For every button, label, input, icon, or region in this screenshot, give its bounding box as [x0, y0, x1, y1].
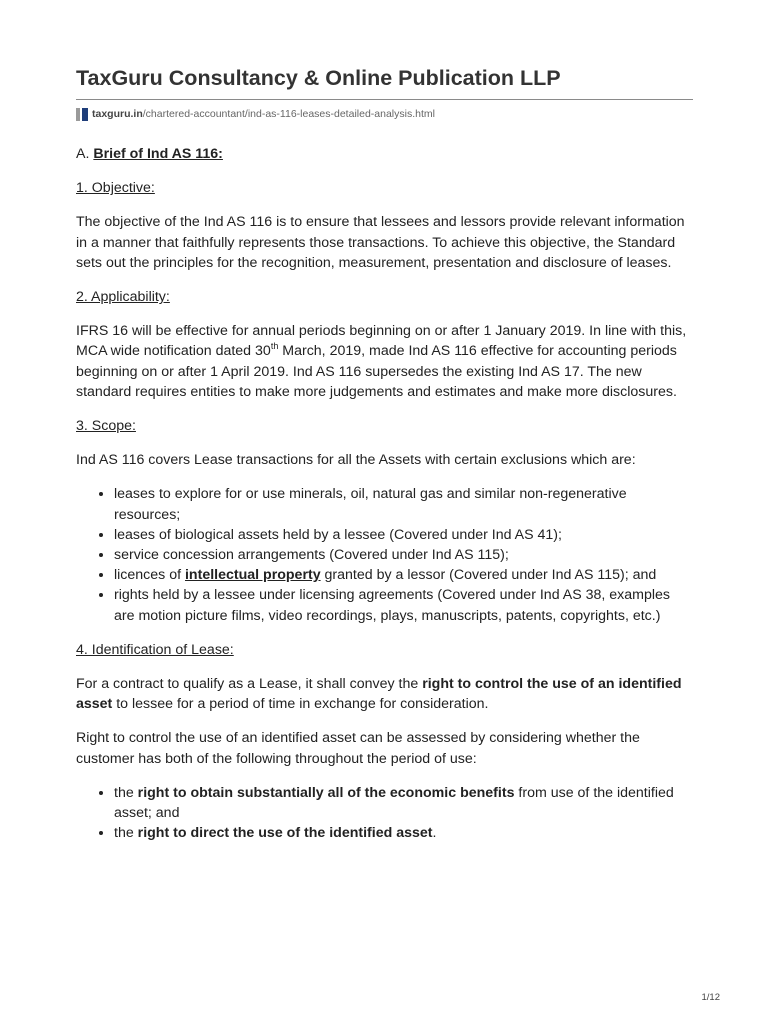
- scope-exclusions-list: [76, 484, 693, 625]
- list-item: [114, 565, 693, 585]
- list-item-text: licences of: [114, 567, 185, 584]
- list-item-text: the: [114, 784, 138, 801]
- paragraph-text: to lessee for a period of time in exchange for consideration.: [112, 696, 489, 713]
- list-item-bold-text: right to direct the use of the identified asset: [137, 825, 433, 842]
- paragraph-text: For a contract to qualify as a Lease, it shall convey the: [76, 676, 423, 693]
- list-item-text: .: [432, 825, 437, 842]
- paragraph-bold-text: right to control the use of an identified asset: [76, 676, 682, 713]
- list-item: [114, 783, 693, 823]
- applicability-heading: 2. Applicability:: [76, 289, 170, 306]
- list-item-bold-text: right to obtain substantially all of the economic benefits: [137, 784, 515, 801]
- page-number: 1/12: [701, 992, 720, 1003]
- scope-intro: Ind AS 116 covers Lease transactions for all the Assets with certain exclusions which are:: [76, 452, 636, 469]
- intellectual-property-link[interactable]: intellectual property: [184, 567, 321, 584]
- list-item-text: from use of the identified asset; and: [114, 784, 674, 822]
- taxguru-logo-icon: [76, 108, 88, 121]
- article-content: [76, 144, 693, 857]
- section-a-title: Brief of Ind AS 116:: [93, 146, 223, 162]
- list-item-text: granted by a lessor (Covered under Ind AS 115); and: [320, 567, 657, 584]
- objective-text: The objective of the Ind AS 116 is to ensure that lessees and lessors provide relevant information in a manner that faithfully represents those transactions. To achieve this objective, the Standard sets out the principles for the recognition, measurement, presentation and disclosure of leases.: [76, 214, 685, 271]
- section-a-prefix: A.: [76, 146, 94, 162]
- identification-paragraph-2: Right to control the use of an identified asset can be assessed by considering whether the customer has both of the following throughout the period of use:: [76, 730, 640, 767]
- control-criteria-list: [76, 783, 693, 844]
- page-title: TaxGuru Consultancy & Online Publication LLP: [76, 66, 561, 90]
- scope-heading: 3. Scope:: [76, 418, 136, 435]
- list-item: • leases of biological assets held by a lessee (Covered under Ind AS 41);: [114, 525, 693, 545]
- identification-paragraph-1: [76, 674, 693, 714]
- list-item: [114, 823, 693, 843]
- list-item-text: the: [114, 825, 138, 842]
- objective-heading: 1. Objective:: [76, 180, 155, 197]
- identification-heading: 4. Identification of Lease:: [76, 641, 234, 658]
- source-domain[interactable]: taxguru.in: [92, 108, 143, 120]
- source-url[interactable]: [76, 106, 435, 122]
- applicability-text: [76, 321, 693, 402]
- list-item: • service concession arrangements (Covered under Ind AS 115);: [114, 545, 693, 565]
- applicability-text-part1: IFRS 16 will be effective for annual periods beginning on or after 1 January 2019. In line with this, MCA wide notification dated 30: [76, 323, 687, 360]
- title-divider: [76, 99, 693, 100]
- list-item: • rights held by a lessee under licensing agreements (Covered under Ind AS 38, examples are motion picture films, video recordings, plays, manuscripts, patents, copyrights, etc.): [114, 585, 693, 625]
- source-path[interactable]: /chartered-accountant/ind-as-116-leases-detailed-analysis.html: [142, 108, 435, 120]
- section-a-heading: [76, 144, 693, 164]
- applicability-text-part2: March, 2019, made Ind AS 116 effective for accounting periods beginning on or after 1 April 2019. Ind AS 116 supersedes the existing Ind AS 17. The new standard requires entities to make more judgements and estimates and make more disclosures.: [76, 343, 677, 400]
- list-item: • leases to explore for or use minerals, oil, natural gas and similar non-regenerative resources;: [114, 484, 693, 524]
- applicability-superscript: th: [270, 341, 279, 352]
